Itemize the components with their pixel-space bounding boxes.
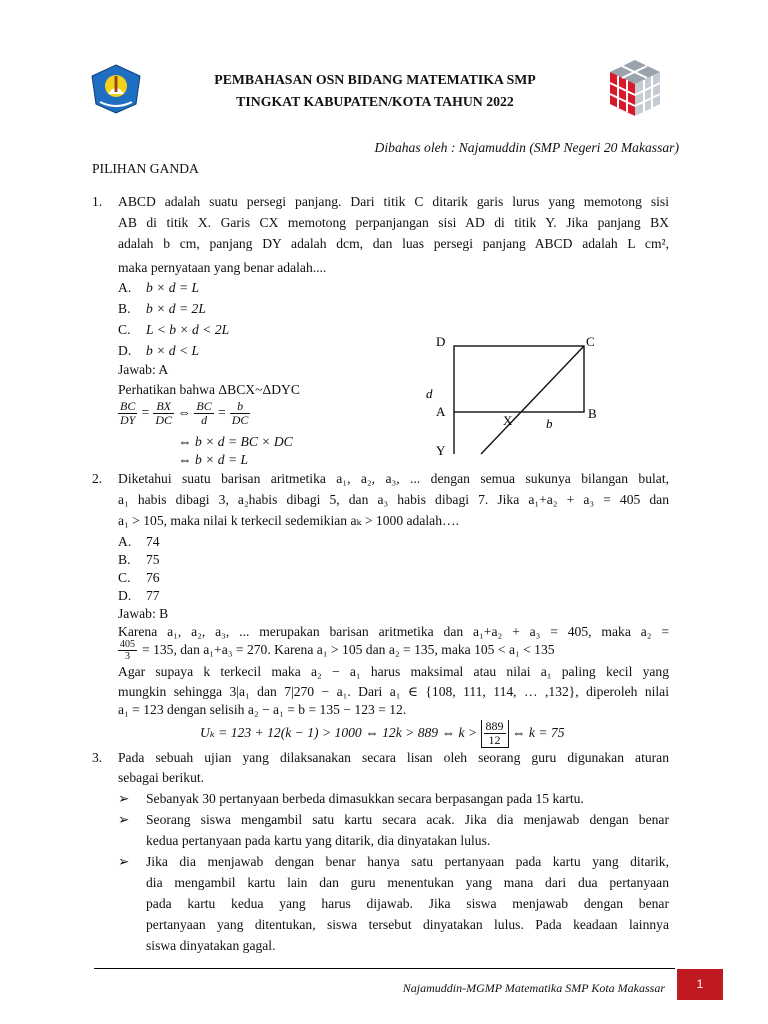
q1-option-text: b × d = 2L	[146, 301, 206, 316]
frac-num: BC	[196, 399, 212, 413]
frac-num: BX	[153, 400, 174, 414]
frac-den: DY	[120, 413, 136, 427]
q2-option-letter: A.	[118, 534, 132, 549]
label-b-point: B	[588, 406, 597, 421]
line-cy	[481, 346, 584, 454]
q2-option-text: 77	[146, 588, 160, 603]
q1-line: AB di titik X. Garis CX memotong perpanjangan sisi AD di titik Y. Jika panjang BX	[118, 215, 669, 230]
q2-option-letter: C.	[118, 570, 131, 585]
final-eq-left: Uₖ = 123 + 12(k − 1) > 1000 ⇔ 12k > 889 ⇔ k >	[200, 725, 478, 741]
label-c-point: C	[586, 334, 595, 349]
q2-solution-line: = 135, dan a₁+a₃ = 270. Karena a₁ > 105 dan a₂ = 135, maka 105 < a₁ < 135	[142, 642, 555, 657]
q3-bullet-line: Sebanyak 30 pertanyaan berbeda dimasukkan secara berpasangan pada 15 kartu.	[146, 791, 584, 806]
frac-den: 3	[125, 651, 130, 662]
frac-den: DC	[231, 413, 249, 427]
footer-text: Najamuddin-MGMP Matematika SMP Kota Makassar	[402, 981, 665, 995]
label-b-length: b	[546, 416, 553, 431]
q1-option-text: L < b × d < 2L	[146, 322, 230, 337]
q2-fraction-405-3	[118, 639, 137, 662]
q3-bullet-line: dia mengambil kartu lain dan guru menentukan yang mana dari dua pertanyaan	[146, 875, 669, 890]
page-number: 1	[677, 969, 723, 1000]
arrow-bullet-icon: ➢	[118, 791, 130, 806]
q2-answer: Jawab: B	[118, 606, 169, 621]
label-x-point: X	[503, 413, 513, 428]
q1-line: ABCD adalah suatu persegi panjang. Dari titik C ditarik garis lurus yang memotong sisi	[118, 194, 669, 209]
frac-den: 12	[488, 733, 501, 747]
tut-wuri-handayani-logo	[90, 64, 142, 114]
q1-line: adalah b cm, panjang DY adalah dcm, dan luas persegi panjang ABCD adalah L cm²,	[118, 236, 669, 251]
byline: Dibahas oleh : Najamuddin (SMP Negeri 20 Makassar)	[374, 140, 679, 155]
frac-num: BC	[120, 399, 136, 413]
q3-number: 3.	[92, 750, 103, 765]
q1-option-text: b × d = L	[146, 280, 200, 295]
q2-number: 2.	[92, 471, 103, 486]
q3-bullet-line: Seorang siswa mengambil satu kartu secara acak. Jika dia menjawab dengan benar	[146, 812, 669, 827]
q2-option-text: 74	[146, 534, 160, 549]
frac-den: DC	[155, 413, 173, 427]
cube-logo	[606, 58, 664, 118]
header-title-line1: PEMBAHASAN OSN BIDANG MATEMATIKA SMP	[214, 72, 536, 87]
q2-solution-line: mungkin sehingga 3|a₁ dan 7|270 − a₁. Dari a₁ ∈ {108, 111, 114, … ,132}, diperoleh nilai	[118, 684, 669, 699]
frac-num: b	[230, 400, 251, 414]
q2-line: a₁ > 105, maka nilai k terkecil sedemikian aₖ > 1000 adalah….	[118, 513, 459, 528]
frac-num: 405	[120, 639, 135, 650]
q3-bullet-line: pada kartu kedua yang harus dijawab. Jika siswa menjawab dengan benar	[146, 896, 669, 911]
eq-sign: =	[217, 404, 227, 420]
footer-divider	[94, 968, 675, 969]
q1-line: maka pernyataan yang benar adalah....	[118, 260, 327, 275]
q3-bullet-line: kedua pertanyaan pada kartu yang ditarik, dia dinyatakan lulus.	[146, 833, 491, 848]
rectangle-diagram	[428, 332, 608, 460]
header-title-line2: TINGKAT KABUPATEN/KOTA TAHUN 2022	[236, 94, 514, 109]
label-y-point: Y	[436, 443, 446, 458]
q1-option-letter: A.	[118, 280, 132, 295]
q3-bullet-line: Jika dia menjawab dengan benar hanya satu pertanyaan pada kartu yang ditarik,	[146, 854, 669, 869]
arrow-bullet-icon: ➢	[118, 812, 130, 827]
q2-final-equation	[200, 720, 565, 748]
q1-option-letter: C.	[118, 322, 131, 337]
frac-num: 889	[485, 719, 504, 733]
q3-bullet-line: pertanyaan yang ditentukan, siswa tersebut dinyatakan lulus. Pada keadaan lainnya	[146, 917, 669, 932]
q2-option-text: 76	[146, 570, 160, 585]
q1-solution-intro: Perhatikan bahwa ΔBCX~ΔDYC	[118, 382, 300, 397]
frac-den: d	[201, 413, 208, 427]
q1-solution-step: ⇔ b × d = BC × DC	[178, 434, 293, 449]
q2-option-letter: B.	[118, 552, 131, 567]
floor-bracket	[481, 720, 509, 748]
label-d-length: d	[426, 386, 433, 401]
q1-option-text: b × d < L	[146, 343, 200, 358]
q2-line: Diketahui suatu barisan aritmetika a₁, a₂, a₃, ... dengan semua sukunya bilangan bulat,	[118, 471, 669, 486]
q1-option-letter: D.	[118, 343, 132, 358]
iff-sign: ⇔	[177, 404, 192, 420]
q3-line: sebagai berikut.	[118, 770, 205, 785]
eq-sign: =	[140, 404, 150, 420]
q3-bullet-line: siswa dinyatakan gagal.	[146, 938, 276, 953]
q2-solution-line: a₁ = 123 dengan selisih a₂ − a₁ = b = 135 − 123 = 12.	[118, 702, 407, 717]
q1-option-letter: B.	[118, 301, 131, 316]
q2-option-letter: D.	[118, 588, 132, 603]
label-a-point: A	[436, 404, 446, 419]
rectangle-abcd	[454, 346, 584, 412]
q2-line: a₁ habis dibagi 3, a₂habis dibagi 5, dan a₃ habis dibagi 7. Jika a₁+a₂ + a₃ = 405 dan	[118, 492, 669, 507]
q3-line: Pada sebuah ujian yang dilaksanakan secara lisan oleh seorang guru digunakan aturan	[118, 750, 669, 765]
q2-solution-line: Agar supaya k terkecil maka a₂ − a₁ harus maksimal atau nilai a₁ paling kecil yang	[118, 664, 669, 679]
arrow-bullet-icon: ➢	[118, 854, 130, 869]
q1-solution-step: ⇔ b × d = L	[178, 452, 249, 467]
q1-solution-ratio	[118, 400, 250, 427]
q2-option-text: 75	[146, 552, 160, 567]
q1-answer: Jawab: A	[118, 362, 169, 377]
q2-solution-line: Karena a₁, a₂, a₃, ... merupakan barisan aritmetika dan a₁+a₂ + a₃ = 405, maka a₂ =	[118, 624, 669, 639]
section-title: PILIHAN GANDA	[92, 161, 199, 176]
label-d-point: D	[436, 334, 446, 349]
q1-number: 1.	[92, 194, 103, 209]
final-eq-right: ⇔ k = 75	[511, 725, 565, 741]
